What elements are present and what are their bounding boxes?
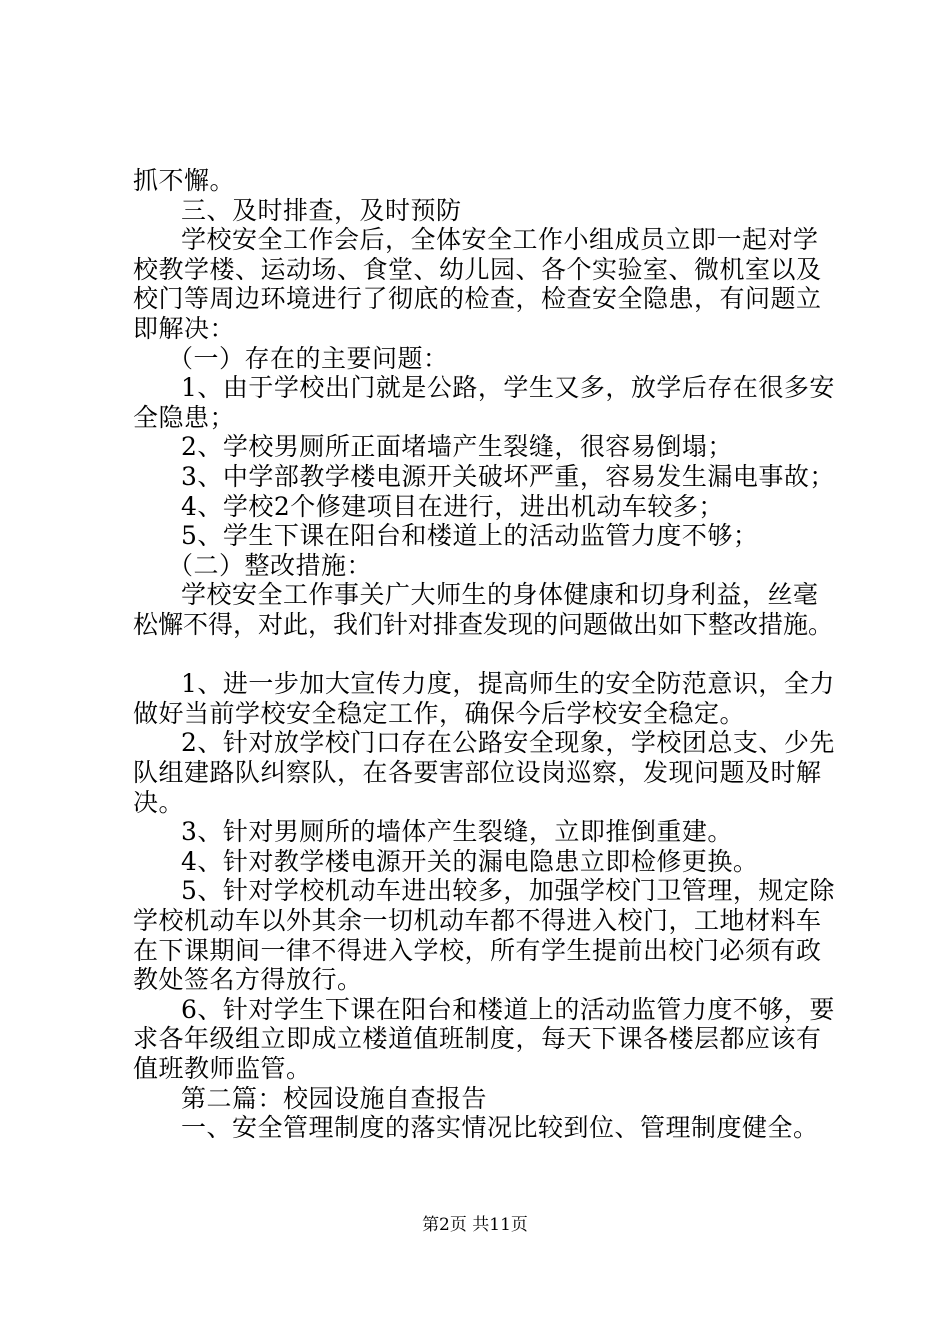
text-line: 学校安全工作事关广大师生的身体健康和切身利益，丝毫 [181, 580, 819, 610]
text-line: 队组建路队纠察队，在各要害部位设岗巡察，发现问题及时解 [133, 758, 822, 787]
list-item: 6、针对学生下课在阳台和楼道上的活动监管力度不够，要 [181, 994, 835, 1024]
text-line: 校门等周边环境进行了彻底的检查，检查安全隐患，有问题立 [133, 284, 822, 314]
text-line: 松懈不得，对此，我们针对排查发现的问题做出如下整改措施。 [133, 610, 834, 639]
text-line: 求各年级组立即成立楼道值班制度，每天下课各楼层都应该有 [133, 1024, 822, 1054]
text-line: 抓不懈。 [133, 166, 236, 195]
text-line: 全隐患； [133, 402, 236, 432]
text-line: 值班教师监管。 [133, 1054, 312, 1083]
list-item: 2、学校男厕所正面堵墙产生裂缝，很容易倒塌； [181, 432, 733, 462]
list-item: 3、针对男厕所的墙体产生裂缝，立即推倒重建。 [181, 817, 733, 847]
subsection-heading: （一）存在的主要问题： [168, 343, 449, 373]
section-heading: 三、及时排查，及时预防 [181, 195, 462, 225]
list-item: 2、针对放学校门口存在公路安全现象，学校团总支、少先 [181, 728, 835, 758]
list-item: 4、学校2个修建项目在进行，进出机动车较多； [181, 491, 724, 521]
text-line: 一、安全管理制度的落实情况比较到位、管理制度健全。 [181, 1113, 819, 1143]
text-line: 决。 [133, 787, 185, 817]
list-item: 1、进一步加大宣传力度，提高师生的安全防范意识，全力 [181, 669, 835, 699]
page-number-footer: 第2页 共11页 [422, 1215, 528, 1235]
list-item: 4、针对教学楼电源开关的漏电隐患立即检修更换。 [181, 846, 759, 876]
text-line: 在下课期间一律不得进入学校，所有学生提前出校门必须有政 [133, 935, 822, 965]
text-line: 做好当前学校安全稳定工作，确保今后学校安全稳定。 [133, 698, 746, 728]
list-item: 3、中学部教学楼电源开关破坏严重，容易发生漏电事故； [181, 462, 835, 491]
list-item: 1、由于学校出门就是公路，学生又多，放学后存在很多安 [181, 373, 835, 403]
list-item: 5、针对学校机动车进出较多，加强学校门卫管理，规定除 [181, 876, 835, 906]
text-line: 学校安全工作会后，全体安全工作小组成员立即一起对学 [181, 225, 819, 255]
chapter-heading: 第二篇：校园设施自查报告 [181, 1083, 488, 1113]
text-line: 学校机动车以外其余一切机动车都不得进入校门，工地材料车 [133, 906, 822, 935]
text-line: 校教学楼、运动场、食堂、幼儿园、各个实验室、微机室以及 [133, 254, 822, 284]
text-line: 教处签名方得放行。 [133, 965, 363, 995]
subsection-heading: （二）整改措施： [168, 550, 373, 580]
text-line: 即解决： [133, 314, 236, 343]
list-item: 5、学生下课在阳台和楼道上的活动监管力度不够； [181, 521, 759, 551]
